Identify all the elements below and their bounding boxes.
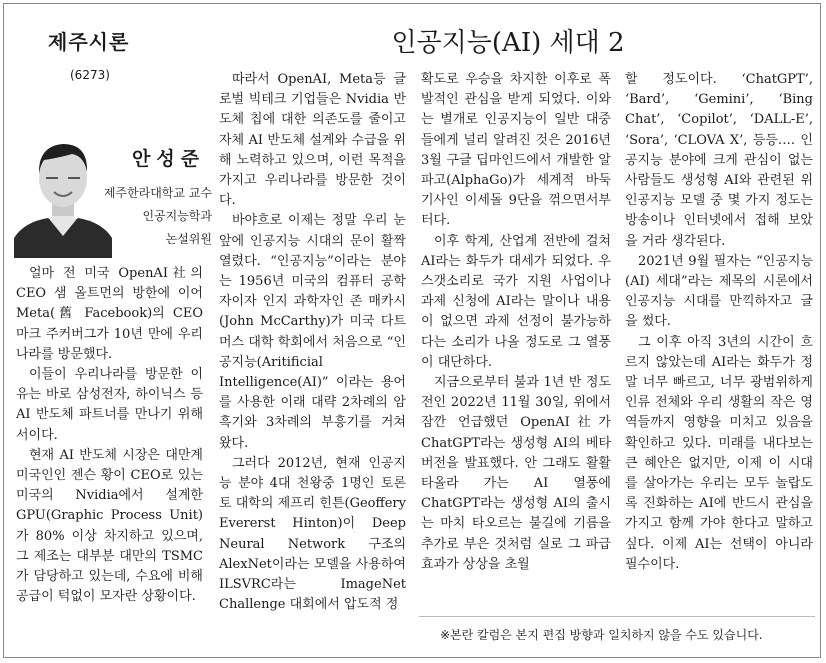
- paragraph: 그 이후 아직 3년의 시간이 흐르지 않았는데 AI라는 화두가 정말 너무 빠르고, 너무 광범위하게 인류 전체와 우리 생활의 작은 영역들까지 영향을 미치고 있음을 확인하고 있다. 미래를 내다보는 큰 혜안은 없지만, 이제 이 시대를 살아가는 우리는 모두 놀랍도록 진화하는 AI에 반드시 관심을 가지고 함께 가야 한다고 말하고 싶다. 이제 AI는 선택이 아니라 필수이다.: [625, 334, 813, 572]
- author-photo: [14, 126, 112, 258]
- author-affiliation: 제주한라대학교 교수: [103, 186, 212, 200]
- paragraph: 얼마 전 미국 OpenAI社의 CEO 샘 올트먼의 방한에 이어 Meta(舊 Facebook)의 CEO 마크 주커버그가 10년 만에 우리나라를 방문했다.: [16, 266, 203, 362]
- paragraph: 따라서 OpenAI, Meta등 글로벌 빅테크 기업들은 Nvidia 반도체 칩에 대한 의존도를 줄이고 자체 AI 반도체 설계와 수급을 위해 노력하고 있으며, 이런 목적을 가지고 우리나라를 방문한 것이다.: [219, 72, 406, 209]
- editorial-notice: ※본란 칼럼은 본지 편집 방향과 일치하지 않을 수도 있습니다.: [440, 628, 763, 642]
- paragraph: 확도로 우승을 차지한 이후로 폭발적인 관심을 받게 되었다. 이와는 별개로 인공지능이 일반 대중들에게 널리 알려진 것은 2016년 3월 구글 딥마인드에서 개발한 알파고(AlphaGo)가 세계적 바둑 기사인 이세돌 9단을 꺾으면서부터다.: [421, 72, 611, 229]
- paragraph: 그러다 2012년, 현재 인공지능 분야 4대 천왕중 1명인 토론토 대학의 제프리 힌튼(Geoffery Evererst Hinton)이 Deep Neural Network 구조의 AlexNet이라는 모델을 사용하여 ILSVRC라는 ImageNet Challenge 대회에서 압도적 정: [219, 455, 406, 613]
- article-column-3: [421, 70, 611, 575]
- paragraph: 할 정도이다. ‘ChatGPT’, ‘Bard’, ‘Gemini’, ‘Bing Chat’, ‘Copilot’, ‘DALL-E’, ‘Sora’, ‘CLOVA X’, 등등…. 인공지능 분야에 크게 관심이 없는 사람들도 생성형 AI와 관련된 위 인공지능 모델 중 몇 가지 정도는 방송이나 인터넷에서 접해 보았을 거라 생각된다.: [625, 72, 813, 249]
- serial-number: (6273): [70, 68, 110, 82]
- paragraph: 지금으로부터 불과 1년 반 정도 전인 2022년 11월 30일, 위에서 잠깐 언급했던 OpenAI社가 ChatGPT라는 생성형 AI의 베타 버전을 발표했다. 안 그래도 활활 타올라 가는 AI 열풍에 ChatGPT라는 생성형 AI의 출시는 마치 타오르는 불길에 기름을 추가로 부은 것처럼 실로 그 파급 효과가 상상을 초월: [421, 375, 611, 572]
- article-column-4: [625, 70, 813, 575]
- section-title: 제주시론: [48, 30, 130, 54]
- article-column-2: [219, 70, 406, 615]
- author-name: 안성준: [132, 148, 206, 170]
- paragraph: 현재 AI 반도체 시장은 대만계 미국인인 젠슨 황이 CEO로 있는 미국의 Nvidia에서 설계한 GPU(Graphic Process Unit)가 80% 이상 차지하고 있으며, 그 제조는 대부분 대만의 TSMC가 담당하고 있는데, 수요에 비해 공급이 턱없이 모자란 상황이다.: [16, 447, 203, 605]
- paragraph: 2021년 9월 필자는 “인공지능(AI) 세대”라는 제목의 시론에서 인공지능 시대를 만끽하자고 글을 썼다.: [625, 253, 813, 330]
- article-column-1: [16, 264, 203, 607]
- notice-divider: [419, 616, 815, 617]
- author-department: 인공지능학과: [142, 209, 212, 223]
- author-title: 논설위원: [165, 232, 212, 246]
- paragraph: 이들이 우리나라를 방문한 이유는 바로 삼성전자, 하이닉스 등 AI 반도체 파트너를 만나기 위해서이다.: [16, 367, 203, 443]
- paragraph: 이후 학계, 산업계 전반에 걸쳐 AI라는 화두가 대세가 되었다. 우스갯소리로 국가 지원 사업이나 과제 신청에 AI라는 말이나 내용이 없으면 과제 선정이 불가능하다는 소리가 나올 정도로 그 열풍이 대단하다.: [421, 233, 611, 370]
- paragraph: 바야흐로 이제는 정말 우리 눈앞에 인공지능 시대의 문이 활짝 열렸다. “인공지능”이라는 분야는 1956년 미국의 컴퓨터 공학자이자 인지 과학자인 존 매카시(John McCarthy)가 미국 다트머스 대학 학회에서 처음으로 “인공지능(Aritificial Intelligence(AI)” 이라는 용어를 사용한 이래 대략 2차례의 암흑기와 3차례의 부흥기를 거쳐 왔다.: [219, 213, 406, 451]
- article-headline: 인공지능(AI) 세대 2: [391, 28, 625, 58]
